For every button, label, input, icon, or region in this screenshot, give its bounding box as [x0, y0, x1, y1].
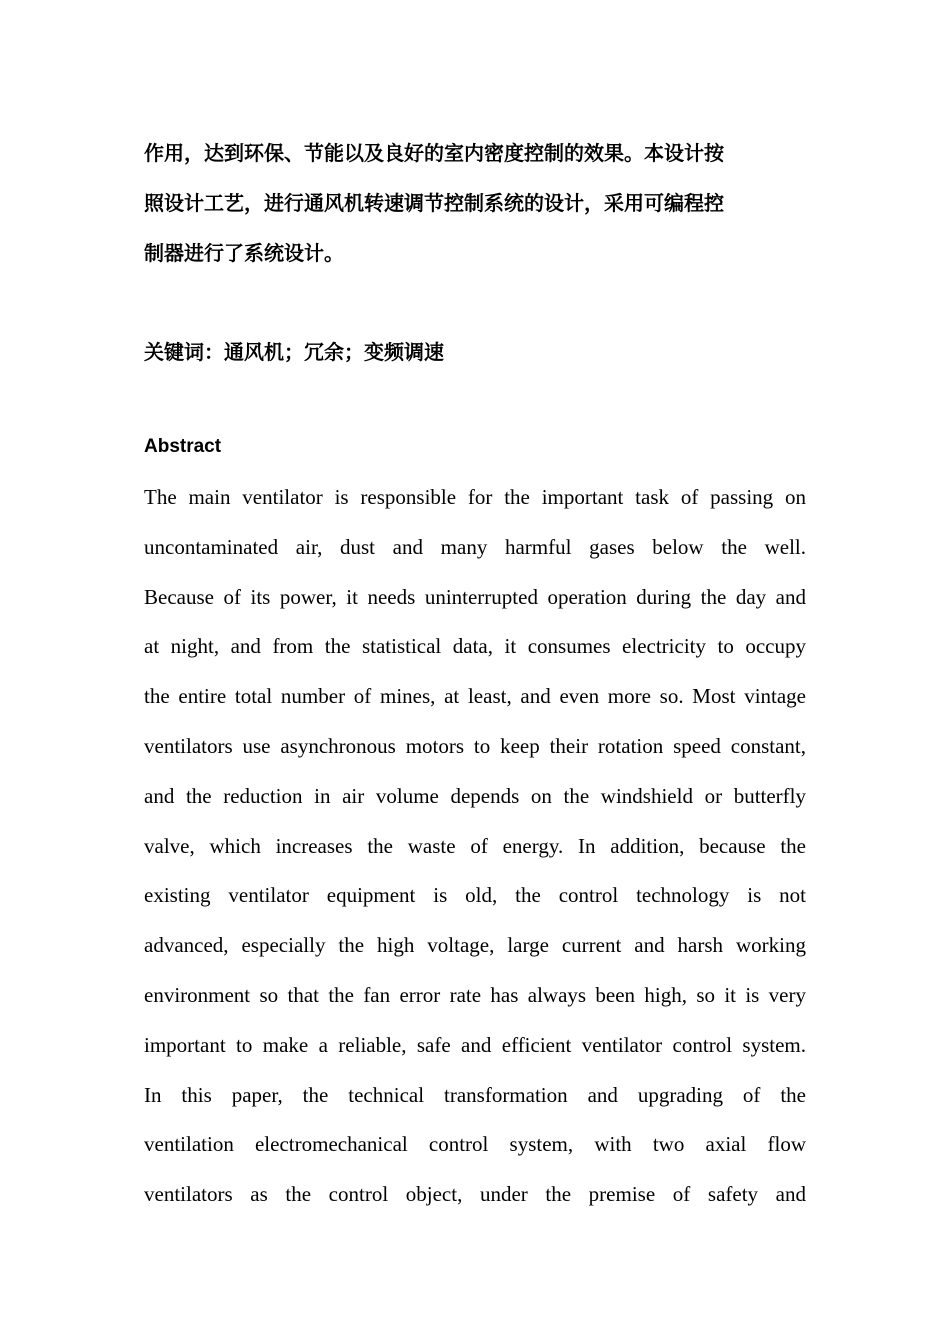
abstract-line: valve, which increases the waste of energy. In addition, because the [144, 833, 806, 858]
abstract-line: In this paper, the technical transformation and upgrading of the [144, 1082, 806, 1107]
abstract-line: Because of its power, it needs uninterrupted operation during the day and [144, 584, 806, 609]
abstract-line: and the reduction in air volume depends on the windshield or butterfly [144, 783, 806, 808]
abstract-line: advanced, especially the high voltage, large current and harsh working [144, 933, 806, 958]
chinese-summary-line-1: 作用，达到环保、节能以及良好的室内密度控制的效果。本设计按 [144, 141, 724, 165]
abstract-line: ventilation electromechanical control system, with two axial flow [144, 1132, 806, 1157]
abstract-line: the entire total number of mines, at least, and even more so. Most vintage [144, 684, 806, 709]
abstract-line: environment so that the fan error rate has always been high, so it is very [144, 982, 806, 1007]
abstract-line: uncontaminated air, dust and many harmful gases below the well. [144, 534, 806, 559]
chinese-summary-line-2: 照设计工艺，进行通风机转速调节控制系统的设计，采用可编程控 [144, 191, 724, 215]
abstract-line: at night, and from the statistical data, it consumes electricity to occupy [144, 634, 806, 659]
abstract-line: ventilators use asynchronous motors to keep their rotation speed constant, [144, 733, 806, 758]
abstract-heading: Abstract [144, 436, 222, 457]
abstract-line: The main ventilator is responsible for the important task of passing on [144, 485, 806, 509]
abstract-line: important to make a reliable, safe and efficient ventilator control system. [144, 1032, 806, 1057]
abstract-line: ventilators as the control object, under the premise of safety and [144, 1182, 806, 1207]
abstract-line: existing ventilator equipment is old, the control technology is not [144, 883, 806, 908]
keywords-line: 关键词：通风机；冗余；变频调速 [144, 340, 444, 364]
chinese-summary-line-3: 制器进行了系统设计。 [144, 241, 344, 265]
abstract-body [144, 473, 806, 1220]
